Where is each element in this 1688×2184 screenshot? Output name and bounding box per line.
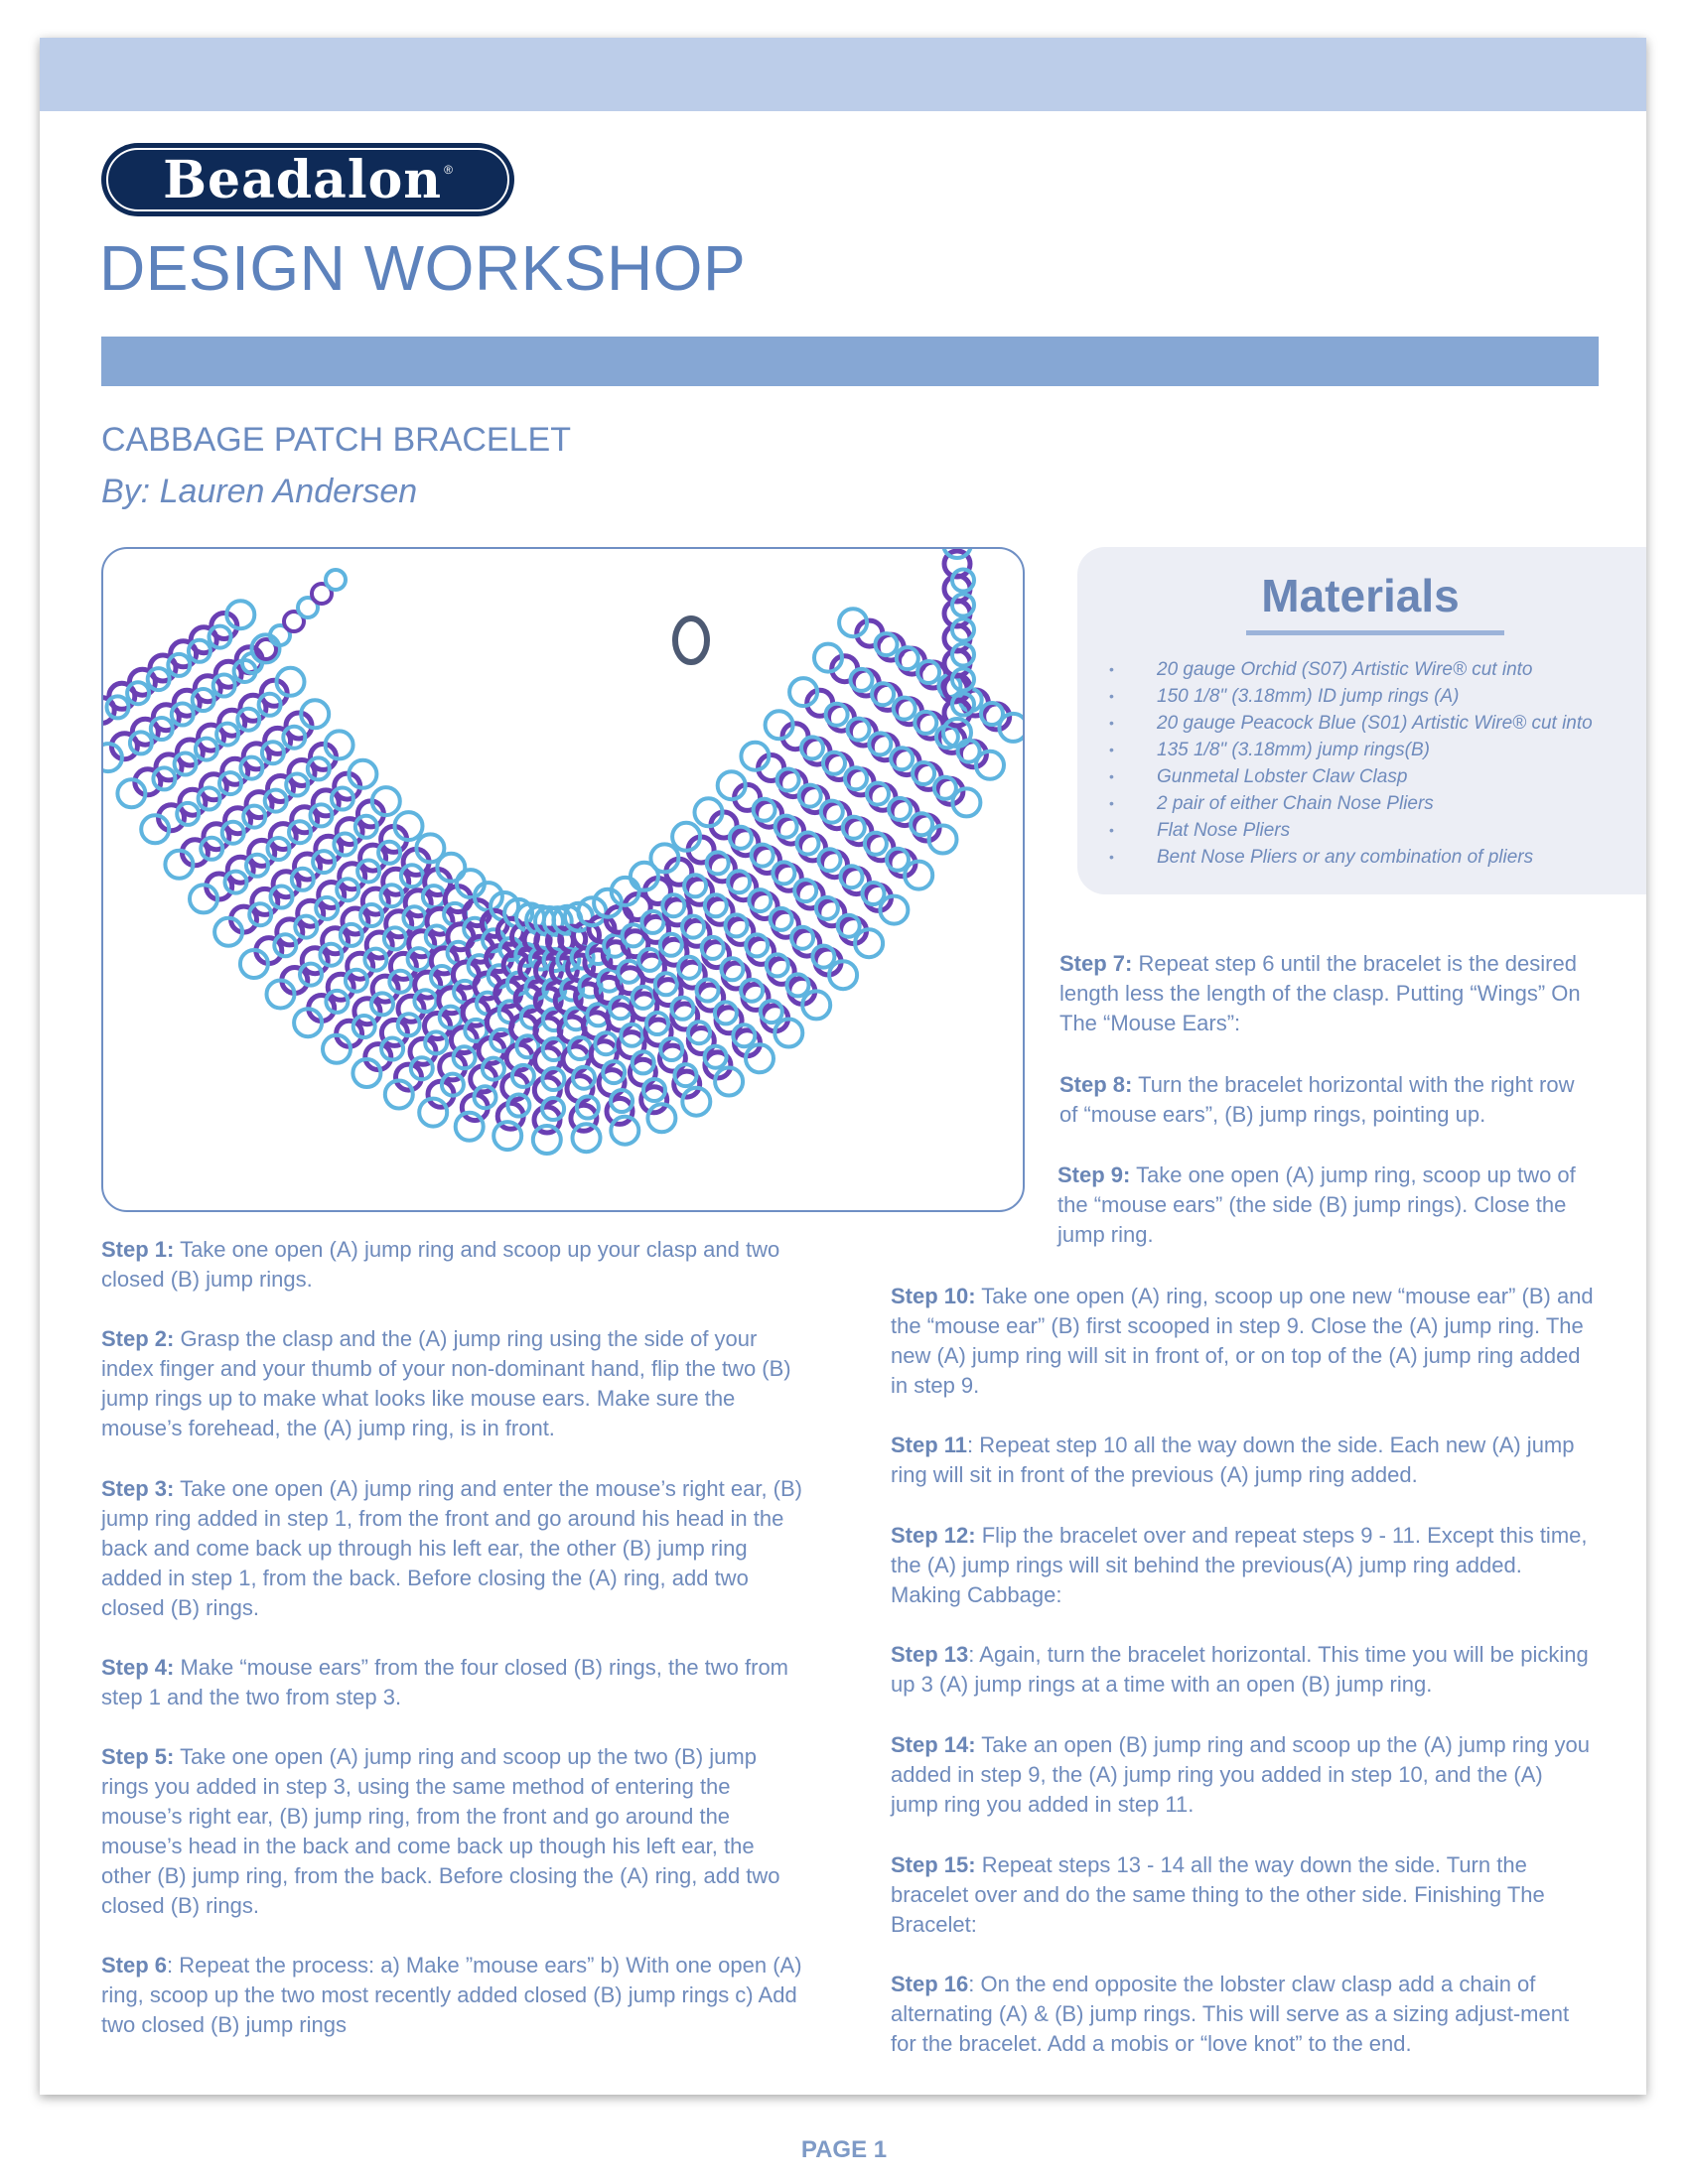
step-text: : On the end opposite the lobster claw clasp add a chain of alternating (A) & (B) jump rings. This will serve as a sizing adjust-ment for the bracelet. Add a mobis or “love knot” to the end. bbox=[891, 1972, 1570, 2056]
step-5 bbox=[101, 1742, 806, 1921]
step-text: : Repeat step 10 all the way down the side. Each new (A) jump ring will sit in front of the previous (A) jump ring added. bbox=[891, 1433, 1575, 1487]
step-16 bbox=[891, 1970, 1596, 2059]
step-label: Step 9: bbox=[1057, 1162, 1131, 1187]
step-text: Take one open (A) jump ring and scoop up your clasp and two closed (B) jump rings. bbox=[101, 1237, 780, 1292]
header-divider-bar bbox=[101, 337, 1599, 386]
materials-panel bbox=[1077, 547, 1646, 894]
step-9 bbox=[1057, 1160, 1594, 1250]
beadalon-logo bbox=[101, 143, 514, 216]
step-6 bbox=[101, 1951, 806, 2040]
ring-a-icon bbox=[664, 899, 690, 925]
step-text: Take an open (B) jump ring and scoop up the (A) jump ring you added in step 9, the (A) jump ring you added in step 10, and the (A) jump ring you added in step 11. bbox=[891, 1732, 1590, 1817]
materials-item: • 135 1/8" (3.18mm) jump rings(B) bbox=[1157, 737, 1593, 763]
step-2 bbox=[101, 1324, 806, 1443]
step-label: Step 13 bbox=[891, 1642, 969, 1667]
step-label: Step 4: bbox=[101, 1655, 175, 1680]
document-page bbox=[40, 38, 1646, 2095]
ring-a-icon bbox=[794, 930, 820, 956]
step-3 bbox=[101, 1474, 806, 1623]
ring-a-icon bbox=[752, 893, 777, 919]
lobster-clasp-icon bbox=[675, 618, 707, 662]
step-text: Take one open (A) jump ring, scoop up two of the “mouse ears” (the side (B) jump rings). Close the jump ring. bbox=[1057, 1162, 1576, 1247]
materials-item: • 20 gauge Orchid (S07) Artistic Wire® cut into bbox=[1157, 656, 1593, 683]
ring-a-icon bbox=[769, 958, 794, 984]
materials-item: • 2 pair of either Chain Nose Pliers bbox=[1157, 790, 1593, 817]
step-14 bbox=[891, 1730, 1596, 1820]
materials-item: • Flat Nose Pliers bbox=[1157, 817, 1593, 844]
step-text: Turn the bracelet horizontal with the right row of “mouse ears”, (B) jump rings, pointing up. bbox=[1059, 1072, 1575, 1127]
materials-item: • 20 gauge Peacock Blue (S01) Artistic Wire® cut into bbox=[1157, 710, 1593, 737]
ring-a-icon bbox=[709, 856, 735, 882]
materials-underline bbox=[1246, 630, 1504, 635]
ring-a-icon bbox=[707, 898, 733, 924]
project-author: By: Lauren Andersen bbox=[101, 473, 418, 510]
step-label: Step 11 bbox=[891, 1433, 968, 1457]
step-1 bbox=[101, 1235, 806, 1295]
ring-a-icon bbox=[728, 918, 754, 944]
step-text: Grasp the clasp and the (A) jump ring using the side of your index finger and your thumb of your non-dominant hand, flip the two (B) jump rings up to make what looks like mouse ears. Make sure the mouse’s forehead, the (A) jump ring, is in front. bbox=[101, 1326, 791, 1440]
step-label: Step 3: bbox=[101, 1476, 175, 1501]
step-4 bbox=[101, 1653, 806, 1712]
step-label: Step 6 bbox=[101, 1953, 168, 1978]
ring-b-icon bbox=[533, 1126, 561, 1154]
logo-registered-mark: ® bbox=[444, 163, 453, 177]
step-label: Step 10: bbox=[891, 1284, 976, 1308]
logo-text: Beadalon bbox=[163, 149, 443, 210]
ring-a-icon bbox=[749, 938, 774, 964]
bracelet-image bbox=[103, 549, 1023, 1210]
step-13 bbox=[891, 1640, 1596, 1700]
step-text: : Again, turn the bracelet horizontal. This time you will be picking up 3 (A) jump rings at a time with an open (B) jump ring. bbox=[891, 1642, 1589, 1697]
step-text: Repeat step 6 until the bracelet is the desired length less the length of the clasp. Putting “Wings” On The “Mouse Ears”: bbox=[1059, 951, 1581, 1035]
step-text: Take one open (A) jump ring and enter the mouse’s right ear, (B) jump ring added in step 1, from the front and go around his head in the back and come back up through his left ear, the other (B) jump ring added in step 1, from the back. Before closing the (A) ring, add two closed (B) rings. bbox=[101, 1476, 803, 1620]
step-12 bbox=[891, 1521, 1596, 1610]
step-label: Step 2: bbox=[101, 1326, 175, 1351]
ring-a-icon bbox=[704, 942, 730, 968]
step-text: : Repeat the process: a) Make ”mouse ears” b) With one open (A) ring, scoop up the two most recently added closed (B) jump rings c) Add two closed (B) jump rings bbox=[101, 1953, 802, 2037]
materials-item: • Gunmetal Lobster Claw Clasp bbox=[1157, 763, 1593, 790]
step-text: Make “mouse ears” from the four closed (B) rings, the two from step 1 and the two from step 3. bbox=[101, 1655, 789, 1709]
step-15 bbox=[891, 1850, 1596, 1940]
step-text: Take one open (A) jump ring and scoop up the two (B) jump rings you added in step 3, using the same method of entering the mouse’s right ear, (B) jump ring, from the front and go around the mouse’s head in the back and come back up though his left ear, the other (B) jump ring, from the back. Before closing the (A) ring, add two closed (B) rings. bbox=[101, 1744, 780, 1918]
design-workshop-title: DESIGN WORKSHOP bbox=[99, 232, 747, 304]
materials-list bbox=[1077, 656, 1593, 871]
ring-a-icon bbox=[684, 920, 710, 946]
step-label: Step 5: bbox=[101, 1744, 175, 1769]
step-label: Step 12: bbox=[891, 1523, 976, 1548]
step-label: Step 16 bbox=[891, 1972, 969, 1996]
step-text: Repeat steps 13 - 14 all the way down the side. Turn the bracelet over and do the same thing to the other side. Finishing The Bracelet: bbox=[891, 1852, 1545, 1937]
ring-a-icon bbox=[687, 879, 713, 904]
materials-heading: Materials bbox=[1261, 570, 1460, 621]
materials-item: • 150 1/8" (3.18mm) ID jump rings (A) bbox=[1157, 683, 1593, 710]
step-text: Take one open (A) ring, scoop up one new “mouse ear” (B) and the “mouse ear” (B) first scooped in step 9. Close the (A) jump ring. The new (A) jump ring will sit in front of, or on top of the (A) jump ring added in step 9. bbox=[891, 1284, 1594, 1398]
top-header-band bbox=[40, 38, 1646, 111]
step-label: Step 15: bbox=[891, 1852, 976, 1877]
step-7 bbox=[1059, 949, 1596, 1038]
step-text: Flip the bracelet over and repeat steps 9 - 11. Except this time, the (A) jump rings will sit behind the previous(A) jump ring added. Making Cabbage: bbox=[891, 1523, 1588, 1607]
ring-a-icon bbox=[723, 963, 749, 989]
project-title: CABBAGE PATCH BRACELET bbox=[101, 421, 571, 459]
ring-b-icon bbox=[493, 1122, 521, 1150]
ring-b-icon bbox=[573, 1124, 601, 1152]
step-label: Step 8: bbox=[1059, 1072, 1133, 1097]
ring-a-icon bbox=[773, 911, 798, 937]
step-label: Step 1: bbox=[101, 1237, 175, 1262]
materials-item: • Bent Nose Pliers or any combination of pliers bbox=[1157, 844, 1593, 871]
ring-a-icon bbox=[743, 984, 769, 1010]
step-label: Step 7: bbox=[1059, 951, 1133, 976]
step-8 bbox=[1059, 1070, 1596, 1130]
chain-ring-icon bbox=[326, 570, 346, 590]
step-11 bbox=[891, 1431, 1596, 1490]
page-number: PAGE 1 bbox=[800, 2136, 888, 2163]
ring-a-icon bbox=[731, 875, 757, 900]
bracelet-photo bbox=[101, 547, 1025, 1212]
step-10 bbox=[891, 1282, 1596, 1401]
step-label: Step 14: bbox=[891, 1732, 976, 1757]
